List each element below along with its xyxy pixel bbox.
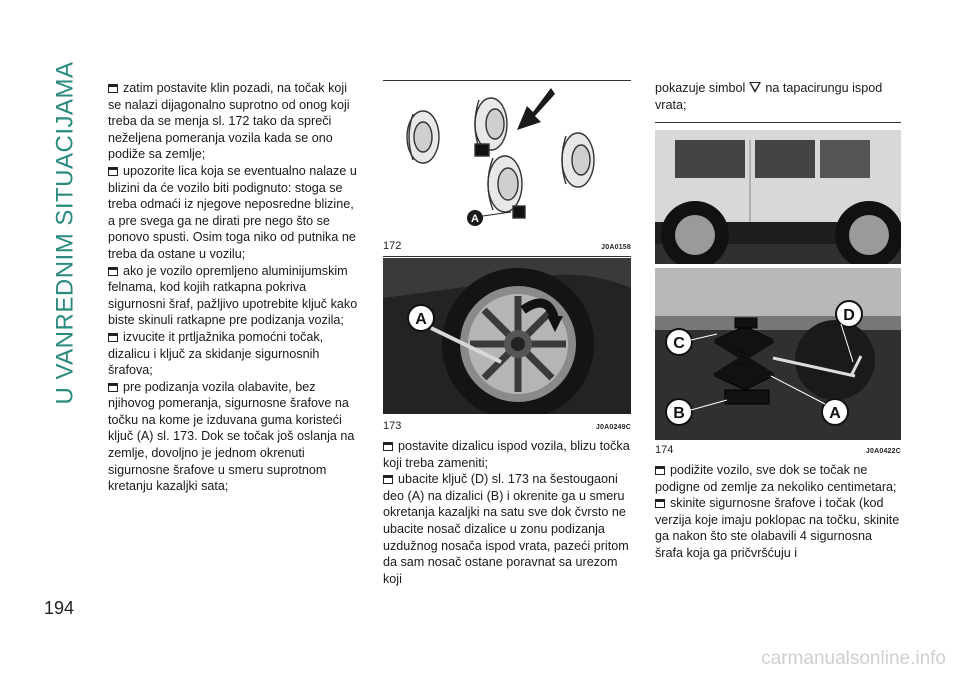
- list-item: podižite vozilo, sve dok se točak ne podigne od zemlje za nekoliko centimetara;: [655, 463, 897, 494]
- figure-172-tires: [383, 82, 631, 232]
- list-item: izvucite it prtljažnika pomoćni točak, dizalicu i ključ za skidanje sigurnosnih šrafova;: [108, 329, 324, 378]
- bullet-icon: [383, 475, 393, 484]
- continued-text: pokazuje simbol na tapacirungu ispod vrata;: [655, 81, 883, 112]
- figure-174-top-rule: [655, 122, 901, 123]
- figure-173-wheel-photo: [383, 258, 631, 414]
- figure-174-label-a: A: [829, 405, 841, 422]
- figure-172-caption: [383, 240, 631, 252]
- figure-top-rule: [383, 80, 631, 81]
- section-title: [52, 61, 80, 405]
- bullet-icon: [383, 442, 393, 451]
- figure-174-number: 174: [655, 444, 674, 456]
- figure-174-caption: [655, 444, 901, 456]
- bullet-icon: [108, 167, 118, 176]
- wheel-illustration: [383, 258, 631, 414]
- figure-172-number: 172: [383, 240, 402, 252]
- list-item: pre podizanja vozila olabavite, bez njihovog pomeranja, sigurnosne šrafove na točku na kome je izduvana guma koristeći ključ (A) sl. 173. Dok se točak još oslanja na zemlje, dovoljno je jednom okrenuti sigurnosne šrafove u smeru suprotnom kretanju kazaljki sata;: [108, 379, 355, 494]
- list-item: ako je vozilo opremljeno aluminijumskim felnama, kod kojih ratkapna pokriva sigurnosni šraf, pažljivo upotrebite ključ kako biste skinuli ratkapne pre podizanja vozila;: [108, 263, 358, 328]
- figure-174-label-b: B: [673, 405, 685, 422]
- figure-173-number: 173: [383, 420, 402, 432]
- figure-174-code: J0A0422C: [865, 448, 901, 455]
- figure-174-label-d: D: [843, 307, 855, 324]
- tires-illustration: [383, 82, 631, 232]
- figure-172-label-a: A: [471, 213, 479, 225]
- figure-174-jack-photo: [655, 130, 901, 440]
- figure-173-label-a: A: [415, 311, 427, 328]
- list-item: upozorite lica koja se eventualno nalaze u blizini da će vozilo biti podignuto: stoga se treba odmaći iz njegove neposredne blizine, a pre svega ga ne dirati pre nego što se ponovo spusti. Osim toga niko od putnika ne treba da ostane u vozilu;: [108, 163, 357, 261]
- section-title-text: U VANREDNIM SITUACIJAMA: [52, 61, 79, 405]
- jack-illustration: [655, 130, 901, 440]
- text-column-1: [108, 80, 358, 495]
- text-column-4: [655, 462, 901, 562]
- bullet-icon: [108, 333, 118, 342]
- bullet-icon: [108, 383, 118, 392]
- figure-174-label-c: C: [673, 335, 685, 352]
- text-column-2: [383, 438, 631, 587]
- figure-172-code: J0A0158: [601, 244, 631, 251]
- text-column-3: [655, 80, 901, 113]
- watermark: carmanualsonline.info: [761, 648, 946, 669]
- figure-divider-rule: [383, 256, 631, 257]
- list-item: ubacite ključ (D) sl. 173 na šestougaoni deo (A) na dizalici (B) i okrenite ga u smeru okretanja kazaljki na satu sve dok čvrsto ne ubacite nosač dizalice u zonu podizanja uzdužnog nosača ispod vrata, pazeći pritom da sam nosač ostane poravnat sa urezom koji: [383, 472, 629, 586]
- bullet-icon: [108, 267, 118, 276]
- list-item: zatim postavite klin pozadi, na točak koji se nalazi dijagonalno suprotno od onog koji treba da se menja sl. 172 tako da spreči neželjena pomeranja vozila kada se ono podiže sa zemlje;: [108, 81, 350, 162]
- jack-point-symbol-icon: [749, 82, 761, 93]
- page-number: 194: [44, 598, 75, 618]
- bullet-icon: [655, 466, 665, 475]
- bullet-icon: [108, 84, 118, 93]
- list-item: skinite sigurnosne šrafove i točak (kod verzija koje imaju poklopac na točku, skinite ga nakon što ste olabavili 4 sigurnosna šrafa koja ga pričvršćuju i: [655, 496, 900, 560]
- figure-173-caption: [383, 420, 631, 432]
- list-item: postavite dizalicu ispod vozila, blizu točka koji treba zameniti;: [383, 439, 630, 470]
- bullet-icon: [655, 499, 665, 508]
- figure-173-code: J0A0249C: [595, 424, 631, 431]
